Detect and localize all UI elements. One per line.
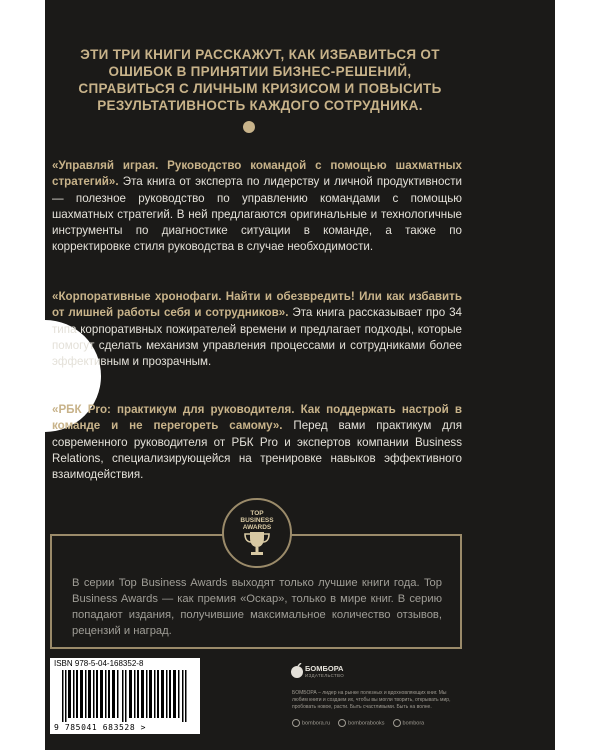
isbn-number: ISBN 978-5-04-168352-8 [54,659,144,668]
bombora-logo-icon [290,663,304,679]
headline: ЭТИ ТРИ КНИГИ РАССКАЖУТ, КАК ИЗБАВИТЬСЯ ОТ ОШИБОК В ПРИНЯТИИ БИЗНЕС-РЕШЕНИЙ, СПРАВИТЬСЯ С ЛИЧНЫМ КРИЗИСОМ И ПОВЫСИТЬ РЕЗУЛЬТАТИВНОСТЬ КАЖДОГО СОТРУДНИКА. [78,47,442,113]
social-website: bombora.ru [292,719,330,727]
publisher-subtitle: ИЗДАТЕЛЬСТВО [305,673,345,678]
globe-icon [292,719,300,727]
top-business-awards-badge [222,498,292,568]
badge-line-awards: AWARDS [242,524,272,531]
book-description-2 [52,289,462,370]
book-title-1: «Управляй играя. Руководство командой с помощью шахматных стратегий». [52,159,462,189]
book-title-2: «Корпоративные хронофаги. Найти и обезвредить! Или как избавить от лишней работы себя и сотрудников». [52,290,462,320]
book-text-2: Эта книга рассказывает про 34 типа корпоративных пожирателей времени и предлагает подходы, которые помогут сделать механизм управления процессами и сотрудниками более эффективным и прозрачным. [52,306,462,369]
book-description-3 [52,402,462,483]
barcode [62,670,192,722]
badge-line-business: BUSINESS [240,517,274,524]
publisher-socials [292,719,462,727]
book-title-3: «РБК Pro: практикум для руководителя. Как поддержать настрой в команде и не перегореть самому». [52,403,462,433]
separator-dot [243,121,255,133]
badge-label [228,510,286,531]
series-description: В серии Top Business Awards выходят только лучшие книги года. Top Business Awards — как премия «Оскар», только в мире книг. В серию попадают издания, получившие максимальное количество отзывов, рецензий и наград. [72,577,442,637]
social-telegram: bombora [393,719,425,727]
telegram-icon [393,719,401,727]
book-text-3: Перед вами практикум для современного руководителя от РБК Pro и экспертов компании Business Relations, специализирующейся на тренировке навыков эффективного взаимодействия. [52,419,462,482]
badge-line-top: TOP [250,510,264,517]
barcode-digits: 9 785041 683528 > [54,723,147,732]
social-vk: bomborabooks [338,719,384,727]
vk-icon [338,719,346,727]
book-description-1 [52,158,462,256]
book-text-1: Эта книга от эксперта по лидерству и личной продуктивности — полезное руководство по управлению командами с помощью шахматных стратегий. В ней предлагаются оригинальные и технологичные инструменты по диагностике ситуации в команде, а также по корректировке стиля руководства в случае необходимости. [52,175,462,254]
trophy-icon [241,530,273,560]
publisher-description: БОМБОРА – лидер на рынке полезных и вдохновляющих книг. Мы любим книги и создаем их, чтобы вы могли творить, открывать мир, пробовать новое, расти. Быть счастливыми. Быть на волне. [292,690,451,710]
publisher-name: БОМБОРА [305,664,344,673]
